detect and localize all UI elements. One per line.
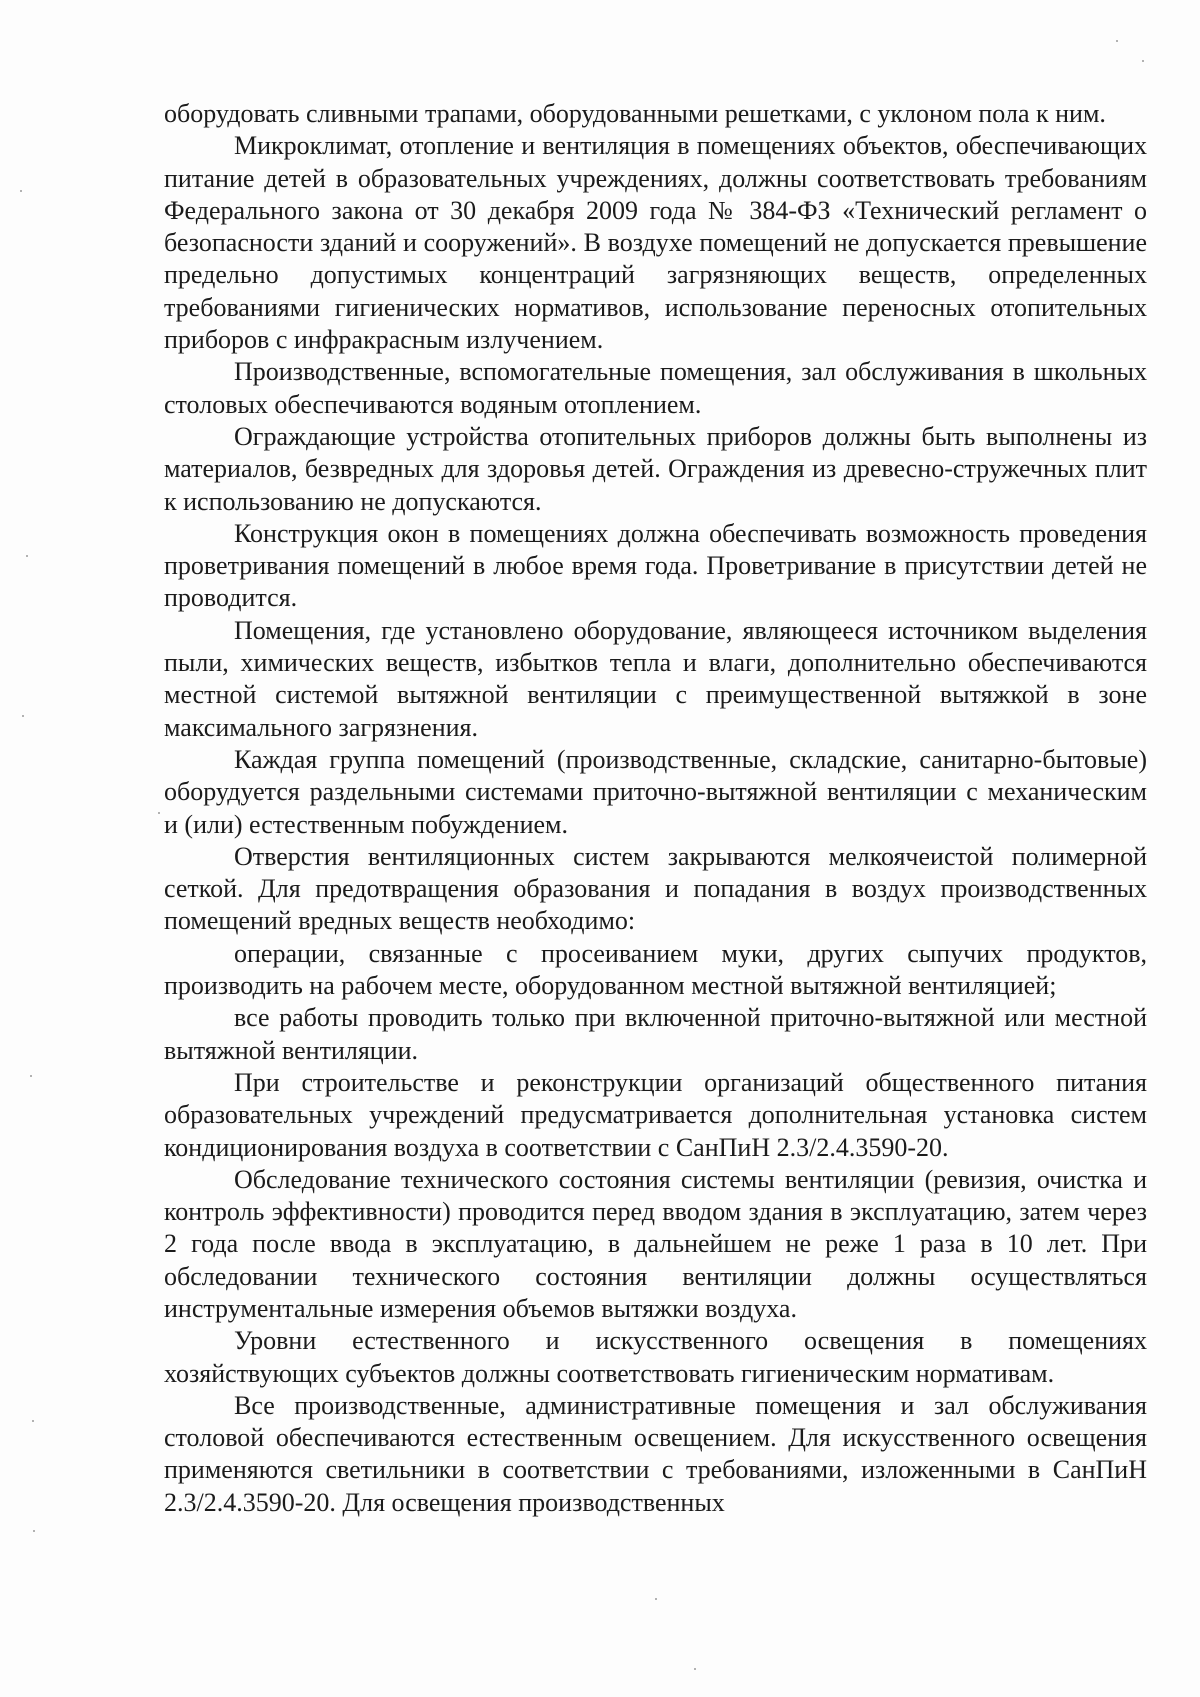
paragraph: Обследование технического состояния системы вентиляции (ревизия, очистка и контроль эффективности) проводится перед вводом здания в эксплуатацию, затем через 2 года после ввода в эксплуатацию, в дальнейшем не реже 1 раза в 10 лет. При обследовании технического состояния вентиляции должны осуществляться инструментальные измерения объемов вытяжки воздуха. (164, 1164, 1147, 1323)
scan-speck (30, 1075, 32, 1077)
paragraph: Уровни естественного и искусственного освещения в помещениях хозяйствующих субъектов должны соответствовать гигиеническим нормативам. (164, 1326, 1147, 1388)
scan-speck (22, 715, 24, 717)
scan-speck (20, 190, 22, 192)
scan-speck (32, 1420, 34, 1422)
paragraph: оборудовать сливными трапами, оборудованными решетками, с уклоном пола к ним. (164, 99, 1106, 128)
paragraph: При строительстве и реконструкции организаций общественного питания образовательных учреждений предусматривается дополнительная установка систем кондиционирования воздуха в соответствии с СанПиН 2.3/2.4.3590-20. (164, 1067, 1147, 1162)
paragraph: Отверстия вентиляционных систем закрываются мелкоячеистой полимерной сеткой. Для предотвращения образования и попадания в воздух производственных помещений вредных веществ необходимо: (164, 841, 1147, 936)
paragraph: Конструкция окон в помещениях должна обеспечивать возможность проведения проветривания помещений в любое время года. Проветривание в присутствии детей не проводится. (164, 518, 1147, 613)
scan-speck (1142, 60, 1144, 62)
scan-speck (33, 1530, 35, 1532)
paragraph: Микроклимат, отопление и вентиляция в помещениях объектов, обеспечивающих питание детей в образовательных учреждениях, должны соответствовать требованиям Федерального закона от 30 декабря 2009 года № 384-ФЗ «Технический регламент о безопасности зданий и сооружений». В воздухе помещений не допускается превышение предельно допустимых концентраций загрязняющих веществ, определенных требованиями гигиенических нормативов, использование переносных отопительных приборов с инфракрасным излучением. (164, 131, 1147, 355)
scan-speck (26, 555, 28, 557)
paragraph: все работы проводить только при включенной приточно-вытяжной или местной вытяжной вентиляции. (164, 1003, 1147, 1065)
scan-speck (655, 1598, 657, 1600)
paragraph: Все производственные, административные помещения и зал обслуживания столовой обеспечиваются естественным освещением. Для искусственного освещения применяются светильники в соответствии с требованиями, изложенными в СанПиН 2.3/2.4.3590-20. Для освещения производственных (164, 1390, 1147, 1517)
scan-speck (694, 1668, 696, 1670)
document-body (164, 98, 1147, 1519)
scan-speck (158, 812, 160, 814)
paragraph: Ограждающие устройства отопительных приборов должны быть выполнены из материалов, безвредных для здоровья детей. Ограждения из древесно-стружечных плит к использованию не допускаются. (164, 421, 1147, 516)
paragraph: операции, связанные с просеиванием муки, других сыпучих продуктов, производить на рабочем месте, оборудованном местной вытяжной вентиляцией; (164, 938, 1147, 1001)
paragraph: Производственные, вспомогательные помещения, зал обслуживания в школьных столовых обеспечиваются водяным отоплением. (164, 357, 1147, 419)
paragraph: Каждая группа помещений (производственные, складские, санитарно-бытовые) оборудуется раздельными системами приточно-вытяжной вентиляции с механическим и (или) естественным побуждением. (164, 744, 1147, 839)
scan-speck (1116, 40, 1118, 42)
paragraph: Помещения, где установлено оборудование, являющееся источником выделения пыли, химических веществ, избытков тепла и влаги, дополнительно обеспечиваются местной системой вытяжной вентиляции с преимущественной вытяжкой в зоне максимального загрязнения. (164, 615, 1147, 742)
